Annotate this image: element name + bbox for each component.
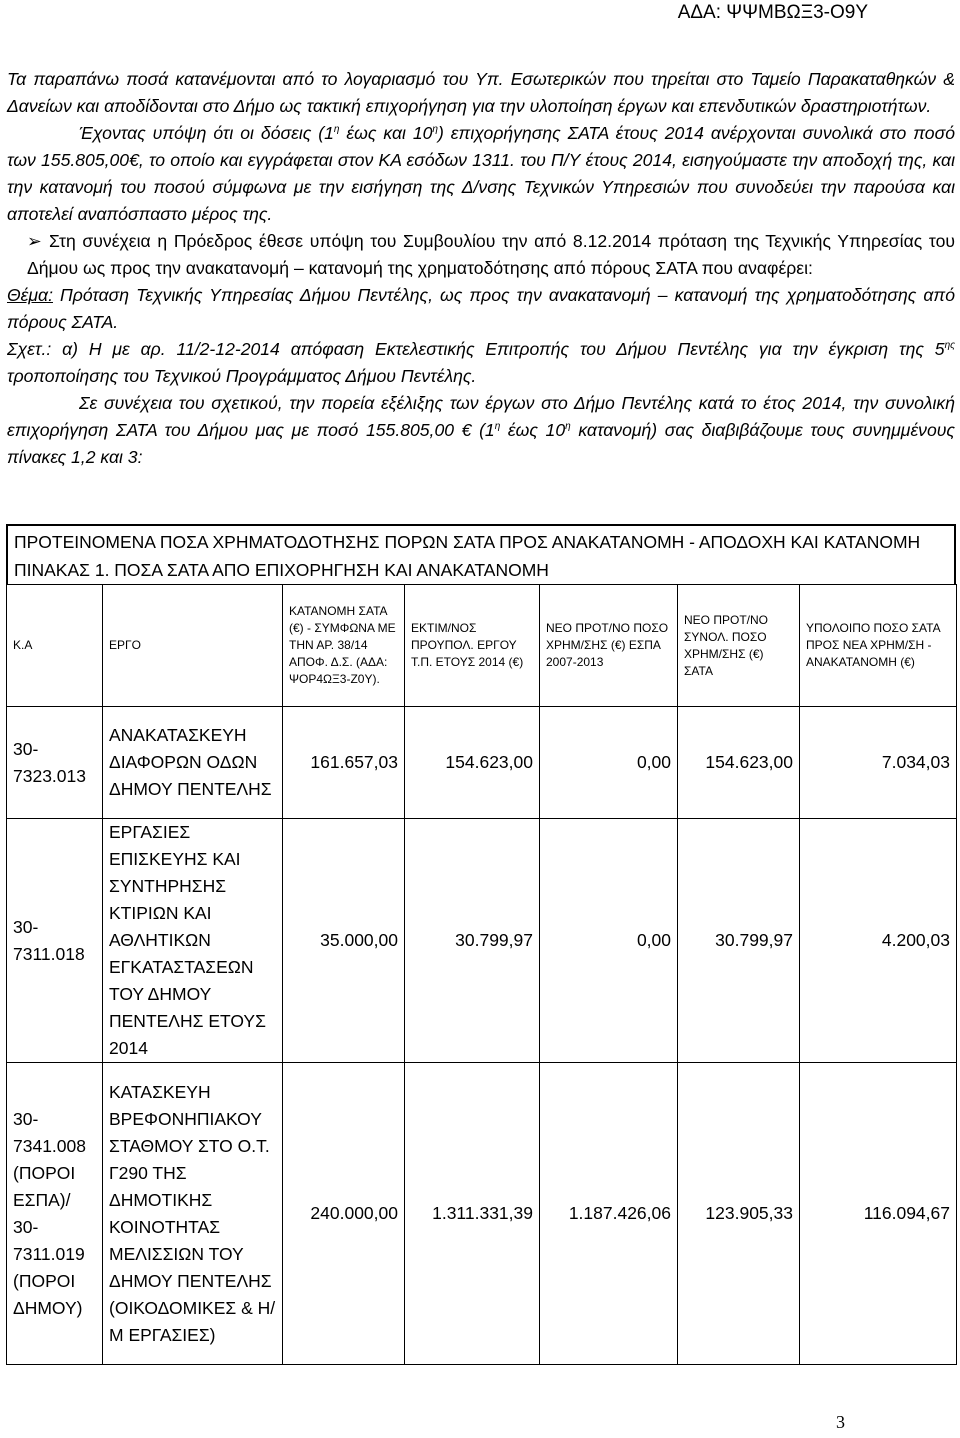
cell-katanomi: 35.000,00: [283, 819, 405, 1063]
body-text: [7, 66, 955, 471]
funding-table: [6, 524, 956, 1365]
header-espa: ΝΕΟ ΠΡΟΤ/ΝΟ ΠΟΣΟ ΧΡΗΜ/ΣΗΣ (€) ΕΣΠΑ 2007-2013: [540, 585, 678, 707]
cell-synol: 154.623,00: [678, 707, 800, 819]
header-ka: Κ.Α: [7, 585, 103, 707]
table-row: [7, 707, 957, 819]
cell-ektim: 1.311.331,39: [405, 1063, 540, 1365]
paragraph-intro: Τα παραπάνω ποσά κατανέμονται από το λογαριασμό του Υπ. Εσωτερικών που τηρείται στο Ταμείο Παρακαταθηκών & Δανείων και αποδίδονται στο Δήμο ως τακτική επιχορήγηση για την υλοποίηση έργων και επενδυτικών δραστηριοτήτων.: [7, 69, 955, 116]
cell-synol: 30.799,97: [678, 819, 800, 1063]
arrow-bullet-icon: ➢: [27, 231, 42, 251]
page-number: 3: [836, 1412, 845, 1432]
table-title-box: [6, 524, 956, 584]
table-row: [7, 1063, 957, 1365]
paragraph-sxet: Σχετ.: α) Η με αρ. 11/2-12-2014 απόφαση Εκτελεστικής Επιτροπής του Δήμου Πεντέλης για την έγκριση της $5^{\eta\varsigma}$ τροποποίησης του Τεχνικού Προγράμματος Δήμου Πεντέλης.: [7, 339, 955, 386]
table-grid: [6, 584, 957, 1365]
cell-ypoloipo: 116.094,67: [800, 1063, 957, 1365]
cell-ka: 30-7323.013: [7, 707, 103, 819]
cell-espa: 0,00: [540, 819, 678, 1063]
header-ypoloipo: ΥΠΟΛΟΙΠΟ ΠΟΣΟ ΣΑΤΑ ΠΡΟΣ ΝΕΑ ΧΡΗΜ/ΣΗ - ΑΝΑΚΑΤΑΝΟΜΗ (€): [800, 585, 957, 707]
table-row: [7, 819, 957, 1063]
cell-espa: 1.187.426,06: [540, 1063, 678, 1365]
bullet-proedros: ➢ Στη συνέχεια η Πρόεδρος έθεσε υπόψη του Συμβουλίου την από 8.12.2014 πρόταση της Τεχνικής Υπηρεσίας του Δήμου ως προς την ανακατανομή – κατανομή της χρηματοδότησης από πόρους ΣΑΤΑ που αναφέρει:: [7, 228, 955, 282]
cell-ergo: ΕΡΓΑΣΙΕΣ ΕΠΙΣΚΕΥΗΣ ΚΑΙ ΣΥΝΤΗΡΗΣΗΣ ΚΤΙΡΙΩΝ ΚΑΙ ΑΘΛΗΤΙΚΩΝ ΕΓΚΑΤΑΣΤΑΣΕΩΝ ΤΟΥ ΔΗΜΟΥ ΠΕΝΤΕΛΗΣ ΕΤΟΥΣ 2014: [103, 819, 283, 1063]
table-title: ΠΡΟΤΕΙΝΟΜΕΝΑ ΠΟΣΑ ΧΡΗΜΑΤΟΔΟΤΗΣΗΣ ΠΟΡΩΝ ΣΑΤΑ ΠΡΟΣ ΑΝΑΚΑΤΑΝΟΜΗ - ΑΠΟΔΟΧΗ ΚΑΙ ΚΑΤΑΝΟΜΗ: [14, 532, 921, 552]
cell-ka: 30-7311.018: [7, 819, 103, 1063]
thema-label: Θέμα:: [7, 285, 53, 305]
cell-espa: 0,00: [540, 707, 678, 819]
ada-code: ΑΔΑ: ΨΨΜΒΩΞ3-Ο9Υ: [677, 2, 868, 23]
cell-katanomi: 161.657,03: [283, 707, 405, 819]
paragraph-doseis: Έχοντας υπόψη ότι οι δόσεις ($1^\eta$ έως και $10^\eta$) επιχορήγησης ΣΑΤΑ έτους 2014 ανέρχονται συνολικά στο ποσό των 155.805,00€, το οποίο και εγγράφεται στον ΚΑ εσόδων 1311. του Π/Υ έτους 2014, εισηγούμαστε την αποδοχή της, και την κατανομή του ποσού σύμφωνα με την εισήγηση της Δ/νσης Τεχνικών Υπηρεσιών που συνοδεύει την παρούσα και αποτελεί αναπόσπαστο μέρος της.: [7, 123, 955, 224]
cell-synol: 123.905,33: [678, 1063, 800, 1365]
cell-ektim: 30.799,97: [405, 819, 540, 1063]
cell-ergo: ΑΝΑΚΑΤΑΣΚΕΥΗ ΔΙΑΦΟΡΩΝ ΟΔΩΝ ΔΗΜΟΥ ΠΕΝΤΕΛΗΣ: [103, 707, 283, 819]
header-synol: ΝΕΟ ΠΡΟΤ/ΝΟ ΣΥΝΟΛ. ΠΟΣΟ ΧΡΗΜ/ΣΗΣ (€) ΣΑΤΑ: [678, 585, 800, 707]
table-header-row: [7, 585, 957, 707]
paragraph-thema: Θέμα: Πρόταση Τεχνικής Υπηρεσίας Δήμου Πεντέλης, ως προς την ανακατανομή – κατανομή της χρηματοδότησης από πόρους ΣΑΤΑ.: [7, 285, 955, 332]
header-katanomi: ΚΑΤΑΝΟΜΗ ΣΑΤΑ (€) - ΣΥΜΦΩΝΑ ΜΕ ΤΗΝ ΑΡ. 38/14 ΑΠΟΦ. Δ.Σ. (ΑΔΑ: ΨΟΡ4ΩΞ3-Ζ0Υ).: [283, 585, 405, 707]
paragraph-synexeia: Σε συνέχεια του σχετικού, την πορεία εξέλιξης των έργων στο Δήμο Πεντέλης κατά το έτος 2014, την συνολική επιχορήγηση ΣΑΤΑ του Δήμου μας με ποσό 155.805,00 € ($1^\eta$ έως $10^\eta$ κατανομή) σας διαβιβάζουμε τους συνημμένους πίνακες 1,2 και 3:: [7, 393, 955, 467]
cell-katanomi: 240.000,00: [283, 1063, 405, 1365]
cell-ka: 30-7341.008 (ΠΟΡΟΙ ΕΣΠΑ)/ 30-7311.019 (ΠΟΡΟΙ ΔΗΜΟΥ): [7, 1063, 103, 1365]
table-subtitle: ΠΙΝΑΚΑΣ 1. ΠΟΣΑ ΣΑΤΑ ΑΠΟ ΕΠΙΧΟΡΗΓΗΣΗ ΚΑΙ ΑΝΑΚΑΤΑΝΟΜΗ: [14, 560, 549, 580]
cell-ypoloipo: 7.034,03: [800, 707, 957, 819]
cell-ypoloipo: 4.200,03: [800, 819, 957, 1063]
cell-ergo: ΚΑΤΑΣΚΕΥΗ ΒΡΕΦΟΝΗΠΙΑΚΟΥ ΣΤΑΘΜΟΥ ΣΤΟ Ο.Τ. Γ290 ΤΗΣ ΔΗΜΟΤΙΚΗΣ ΚΟΙΝΟΤΗΤΑΣ ΜΕΛΙΣΣΙΩΝ ΤΟΥ ΔΗΜΟΥ ΠΕΝΤΕΛΗΣ (ΟΙΚΟΔΟΜΙΚΕΣ & Η/Μ ΕΡΓΑΣΙΕΣ): [103, 1063, 283, 1365]
cell-ektim: 154.623,00: [405, 707, 540, 819]
header-ektim: ΕΚΤΙΜ/ΝΟΣ ΠΡΟΥΠΟΛ. ΕΡΓΟΥ Τ.Π. ΕΤΟΥΣ 2014 (€): [405, 585, 540, 707]
header-ergo: ΕΡΓΟ: [103, 585, 283, 707]
